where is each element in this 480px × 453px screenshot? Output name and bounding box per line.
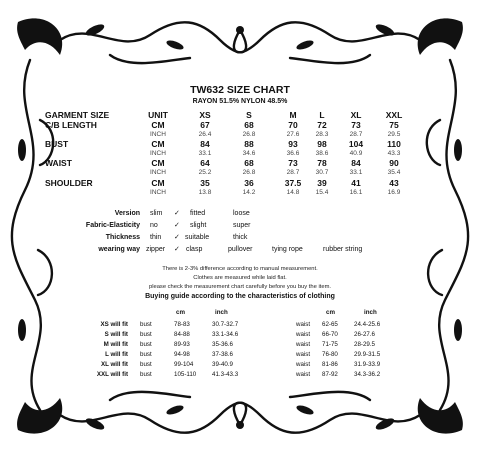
check-mark-icon: ✓ (174, 210, 180, 217)
guide-bust-cm: 84-88 (174, 331, 190, 338)
option-slight: slight (190, 222, 207, 229)
size-value-inch: 26.4 (198, 131, 212, 138)
size-value-cm: 36 (244, 178, 254, 188)
guide-bust-inch: 35-36.6 (212, 341, 233, 348)
size-value-cm: 41 (351, 178, 361, 188)
guide-waist-cm: 87-92 (322, 371, 338, 378)
guide-fit-label: XL will fit (100, 361, 128, 368)
size-value-cm: 84 (351, 158, 361, 168)
version-label: Version (114, 210, 140, 217)
size-value-inch: 26.8 (242, 131, 256, 138)
guide-bust-inch-header: inch (215, 309, 228, 316)
size-value-inch: 28.3 (315, 131, 329, 138)
size-header-xxl: XXL (385, 110, 403, 120)
size-value-cm: 68 (244, 158, 254, 168)
elasticity-label: Fabric-Elasticity (85, 222, 140, 229)
size-value-cm: 73 (288, 158, 298, 168)
size-value-cm: 73 (351, 120, 361, 130)
size-value-inch: 16.9 (387, 189, 401, 196)
size-value-inch: 30.7 (315, 169, 329, 176)
option-slim: slim (150, 210, 163, 217)
guide-waist-inch: 31.9-33.9 (354, 361, 381, 368)
size-value-inch: 16.1 (349, 189, 363, 196)
unit-cm: CM (151, 158, 165, 168)
size-header-l: L (319, 110, 325, 120)
guide-bust-inch: 37-38.6 (212, 351, 233, 358)
guide-waist-label: waist (296, 371, 311, 378)
option-loose: loose (233, 210, 250, 217)
guide-bust-label: bust (140, 371, 152, 378)
size-value-cm: 110 (387, 139, 401, 149)
guide-waist-label: waist (296, 351, 311, 358)
unit-inch: INCH (150, 189, 166, 196)
unit-cm: CM (151, 139, 165, 149)
row-label-shoulder: SHOULDER (45, 178, 93, 188)
check-mark-icon: ✓ (174, 222, 180, 229)
unit-inch: INCH (150, 169, 166, 176)
unit-inch: INCH (150, 131, 166, 138)
option-super: super (233, 222, 251, 229)
guide-waist-label: waist (296, 341, 311, 348)
guide-waist-inch: 29.9-31.5 (354, 351, 381, 358)
guide-bust-label: bust (140, 351, 152, 358)
size-header-m: M (289, 110, 297, 120)
row-label-waist: WAIST (45, 158, 72, 168)
size-header-s: S (246, 110, 252, 120)
size-value-cm: 37.5 (284, 178, 302, 188)
guide-bust-cm: 89-93 (174, 341, 190, 348)
guide-bust-label: bust (140, 361, 152, 368)
size-value-cm: 68 (244, 120, 254, 130)
option-rubber-string: rubber string (323, 246, 363, 253)
size-value-inch: 38.6 (315, 150, 329, 157)
size-value-inch: 26.8 (242, 169, 256, 176)
size-value-inch: 14.8 (286, 189, 300, 196)
guide-waist-cm: 62-65 (322, 321, 338, 328)
note-line: There is 2-3% difference according to manual measurement. (162, 266, 318, 272)
size-value-cm: 98 (317, 139, 327, 149)
guide-waist-inch: 24.4-25.6 (354, 321, 381, 328)
unit-cm: CM (151, 178, 165, 188)
guide-bust-label: bust (140, 331, 152, 338)
size-header-xl: XL (350, 110, 362, 120)
size-value-cm: 93 (288, 139, 298, 149)
chart-title: TW632 SIZE CHART (190, 84, 290, 96)
option-pullover: pullover (228, 246, 253, 253)
thickness-label: Thickness (105, 234, 140, 241)
option-thick: thick (233, 234, 248, 241)
option-suitable: suitable (185, 234, 210, 241)
option-no: no (150, 222, 158, 229)
guide-bust-inch: 33.1-34.6 (212, 331, 239, 338)
guide-waist-label: waist (296, 361, 311, 368)
garment-size-header: GARMENT SIZE (45, 110, 110, 120)
size-value-inch: 13.8 (198, 189, 212, 196)
guide-waist-inch: 26-27.6 (354, 331, 375, 338)
guide-waist-inch: 28-29.5 (354, 341, 375, 348)
guide-waist-inch: 34.3-36.2 (354, 371, 381, 378)
size-value-inch: 35.4 (387, 169, 401, 176)
size-value-inch: 14.2 (242, 189, 256, 196)
guide-waist-label: waist (296, 321, 311, 328)
unit-header: UNIT (148, 110, 168, 120)
size-value-cm: 104 (348, 139, 364, 149)
buying-guide-title: Buying guide according to the characteristics of clothing (145, 293, 335, 300)
guide-bust-inch: 39-40.9 (212, 361, 233, 368)
guide-waist-cm: 81-86 (322, 361, 338, 368)
size-value-inch: 27.6 (286, 131, 300, 138)
size-value-cm: 90 (389, 158, 399, 168)
size-value-cm: 64 (200, 158, 210, 168)
size-value-inch: 28.7 (286, 169, 300, 176)
guide-bust-cm: 99-104 (174, 361, 194, 368)
size-value-inch: 34.6 (242, 150, 256, 157)
check-mark-icon: ✓ (174, 234, 180, 241)
option-clasp: clasp (186, 246, 203, 253)
note-line: please check the measurement chart carefully before you buy the item. (148, 284, 332, 290)
guide-fit-label: M will fit (103, 341, 128, 348)
row-label-cb-length: C/B LENGTH (45, 120, 97, 130)
size-value-cm: 84 (200, 139, 210, 149)
size-value-inch: 33.1 (349, 169, 363, 176)
size-value-inch: 33.1 (198, 150, 212, 157)
guide-waist-cm: 76-80 (322, 351, 338, 358)
guide-bust-cm: 94-98 (174, 351, 190, 358)
option-tying-rope: tying rope (272, 246, 303, 253)
size-value-cm: 67 (200, 120, 210, 130)
guide-bust-cm: 105-110 (174, 371, 197, 378)
size-value-cm: 43 (389, 178, 399, 188)
size-value-inch: 29.5 (387, 131, 401, 138)
guide-bust-cm-header: cm (176, 309, 185, 316)
guide-bust-inch: 41.3-43.3 (212, 371, 239, 378)
wearing-way-label: wearing way (98, 246, 140, 253)
fabric-composition: RAYON 51.5% NYLON 48.5% (192, 98, 288, 105)
guide-fit-label: XXL will fit (96, 371, 128, 378)
size-value-cm: 75 (389, 120, 399, 130)
size-value-cm: 39 (317, 178, 327, 188)
guide-waist-label: waist (296, 331, 311, 338)
size-value-inch: 40.9 (349, 150, 363, 157)
guide-waist-cm-header: cm (326, 309, 335, 316)
guide-fit-label: L will fit (105, 351, 128, 358)
guide-waist-inch-header: inch (364, 309, 377, 316)
size-value-inch: 36.6 (286, 150, 300, 157)
guide-bust-inch: 30.7-32.7 (212, 321, 239, 328)
row-label-bust: BUST (45, 139, 69, 149)
size-header-xs: XS (199, 110, 211, 120)
size-value-inch: 43.3 (387, 150, 401, 157)
option-fitted: fitted (190, 210, 206, 217)
guide-waist-cm: 66-70 (322, 331, 338, 338)
note-line: Clothes are measured while laid flat. (193, 275, 287, 281)
guide-bust-cm: 78-83 (174, 321, 190, 328)
option-thin: thin (150, 234, 162, 241)
size-value-cm: 88 (244, 139, 254, 149)
guide-bust-label: bust (140, 341, 152, 348)
guide-fit-label: S will fit (104, 331, 128, 338)
guide-fit-label: XS will fit (100, 321, 128, 328)
size-value-cm: 78 (317, 158, 327, 168)
size-value-cm: 72 (317, 120, 327, 130)
size-value-inch: 25.2 (198, 169, 212, 176)
option-zipper: zipper (146, 246, 166, 253)
guide-bust-label: bust (140, 321, 152, 328)
size-value-cm: 70 (288, 120, 298, 130)
check-mark-icon: ✓ (174, 246, 180, 253)
guide-waist-cm: 71-75 (322, 341, 338, 348)
unit-inch: INCH (150, 150, 166, 157)
size-value-cm: 35 (200, 178, 210, 188)
unit-cm: CM (151, 120, 165, 130)
size-value-inch: 28.7 (349, 131, 363, 138)
size-value-inch: 15.4 (315, 189, 329, 196)
